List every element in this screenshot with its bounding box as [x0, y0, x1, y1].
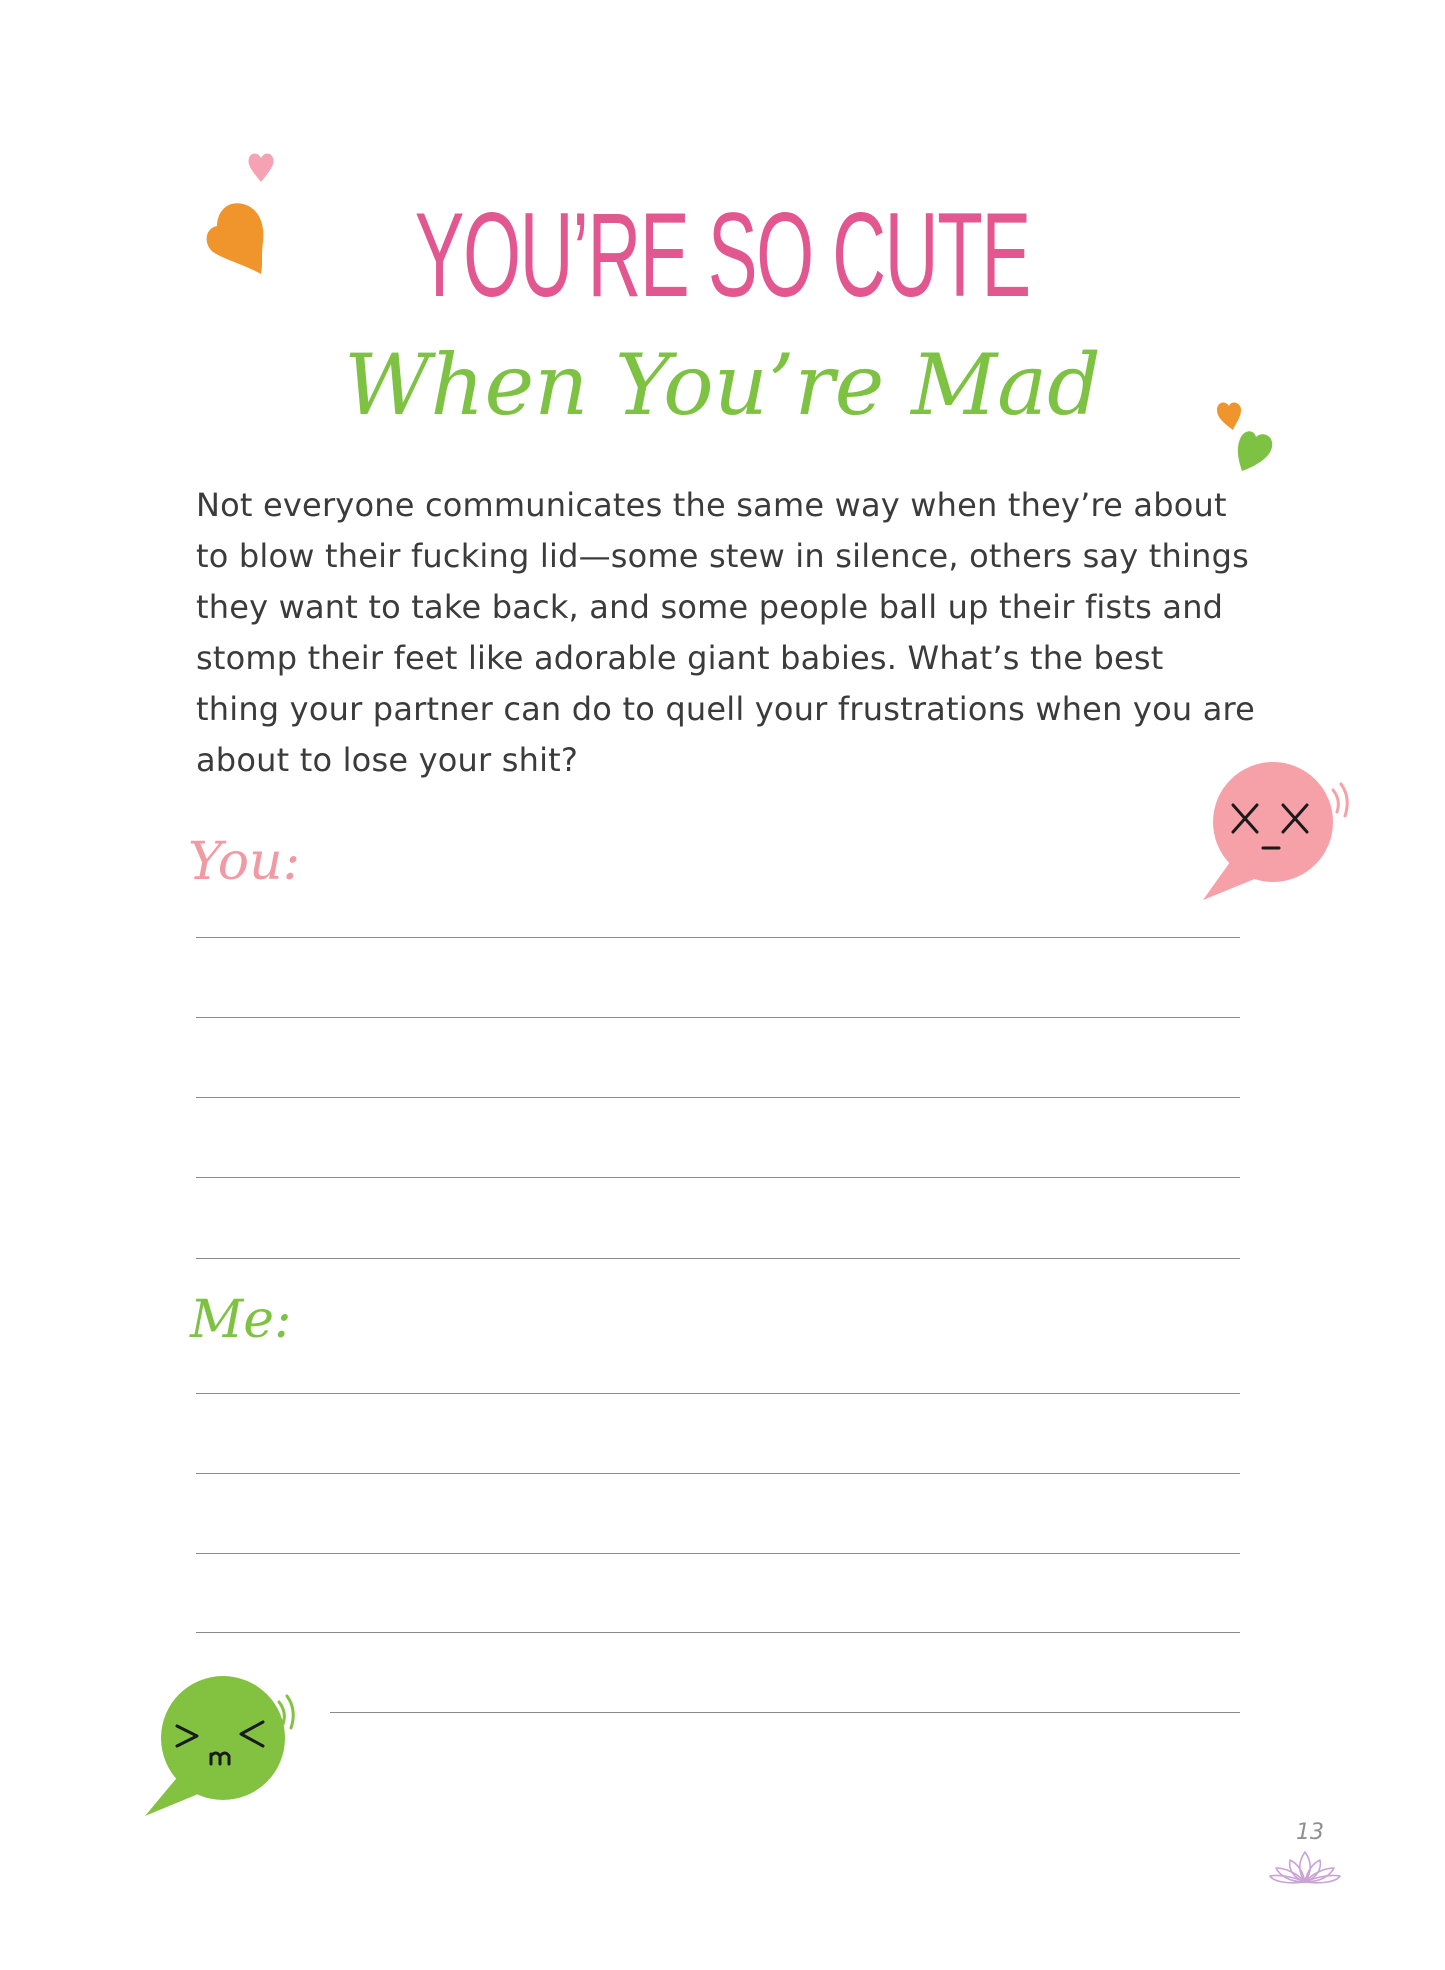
me-answer-line[interactable]: [196, 1473, 1240, 1474]
me-label: Me:: [190, 1290, 292, 1350]
me-answer-line[interactable]: [196, 1553, 1240, 1554]
you-answer-line[interactable]: [196, 1017, 1240, 1018]
me-answer-line[interactable]: [330, 1712, 1240, 1713]
lotus-icon: [1268, 1850, 1342, 1886]
frustrated-face-speech-bubble-icon: [145, 1670, 305, 1820]
heart-icon-pink: [245, 150, 277, 184]
you-answer-line[interactable]: [196, 1097, 1240, 1098]
me-answer-line[interactable]: [196, 1632, 1240, 1633]
you-answer-line[interactable]: [196, 1177, 1240, 1178]
page-subtitle: When You’re Mad: [344, 336, 1101, 434]
me-answer-line[interactable]: [196, 1393, 1240, 1394]
heart-icon-orange: [203, 198, 273, 278]
page-title: YOU’RE SO CUTE: [414, 188, 1030, 322]
you-label: You:: [188, 832, 301, 892]
page-number: 13: [1296, 1820, 1324, 1845]
prompt-paragraph: Not everyone communicates the same way when they’re about to blow their fucking lid—some stew in silence, others say things they want to take back, and some people ball up their fists and stomp their feet like adorable giant babies. What’s the best thing your partner can do to quell your frustrations when you are about to lose your shit?: [196, 486, 1256, 779]
you-answer-line[interactable]: [196, 937, 1240, 938]
you-answer-line[interactable]: [196, 1258, 1240, 1259]
dizzy-face-speech-bubble-icon: [1195, 760, 1355, 905]
